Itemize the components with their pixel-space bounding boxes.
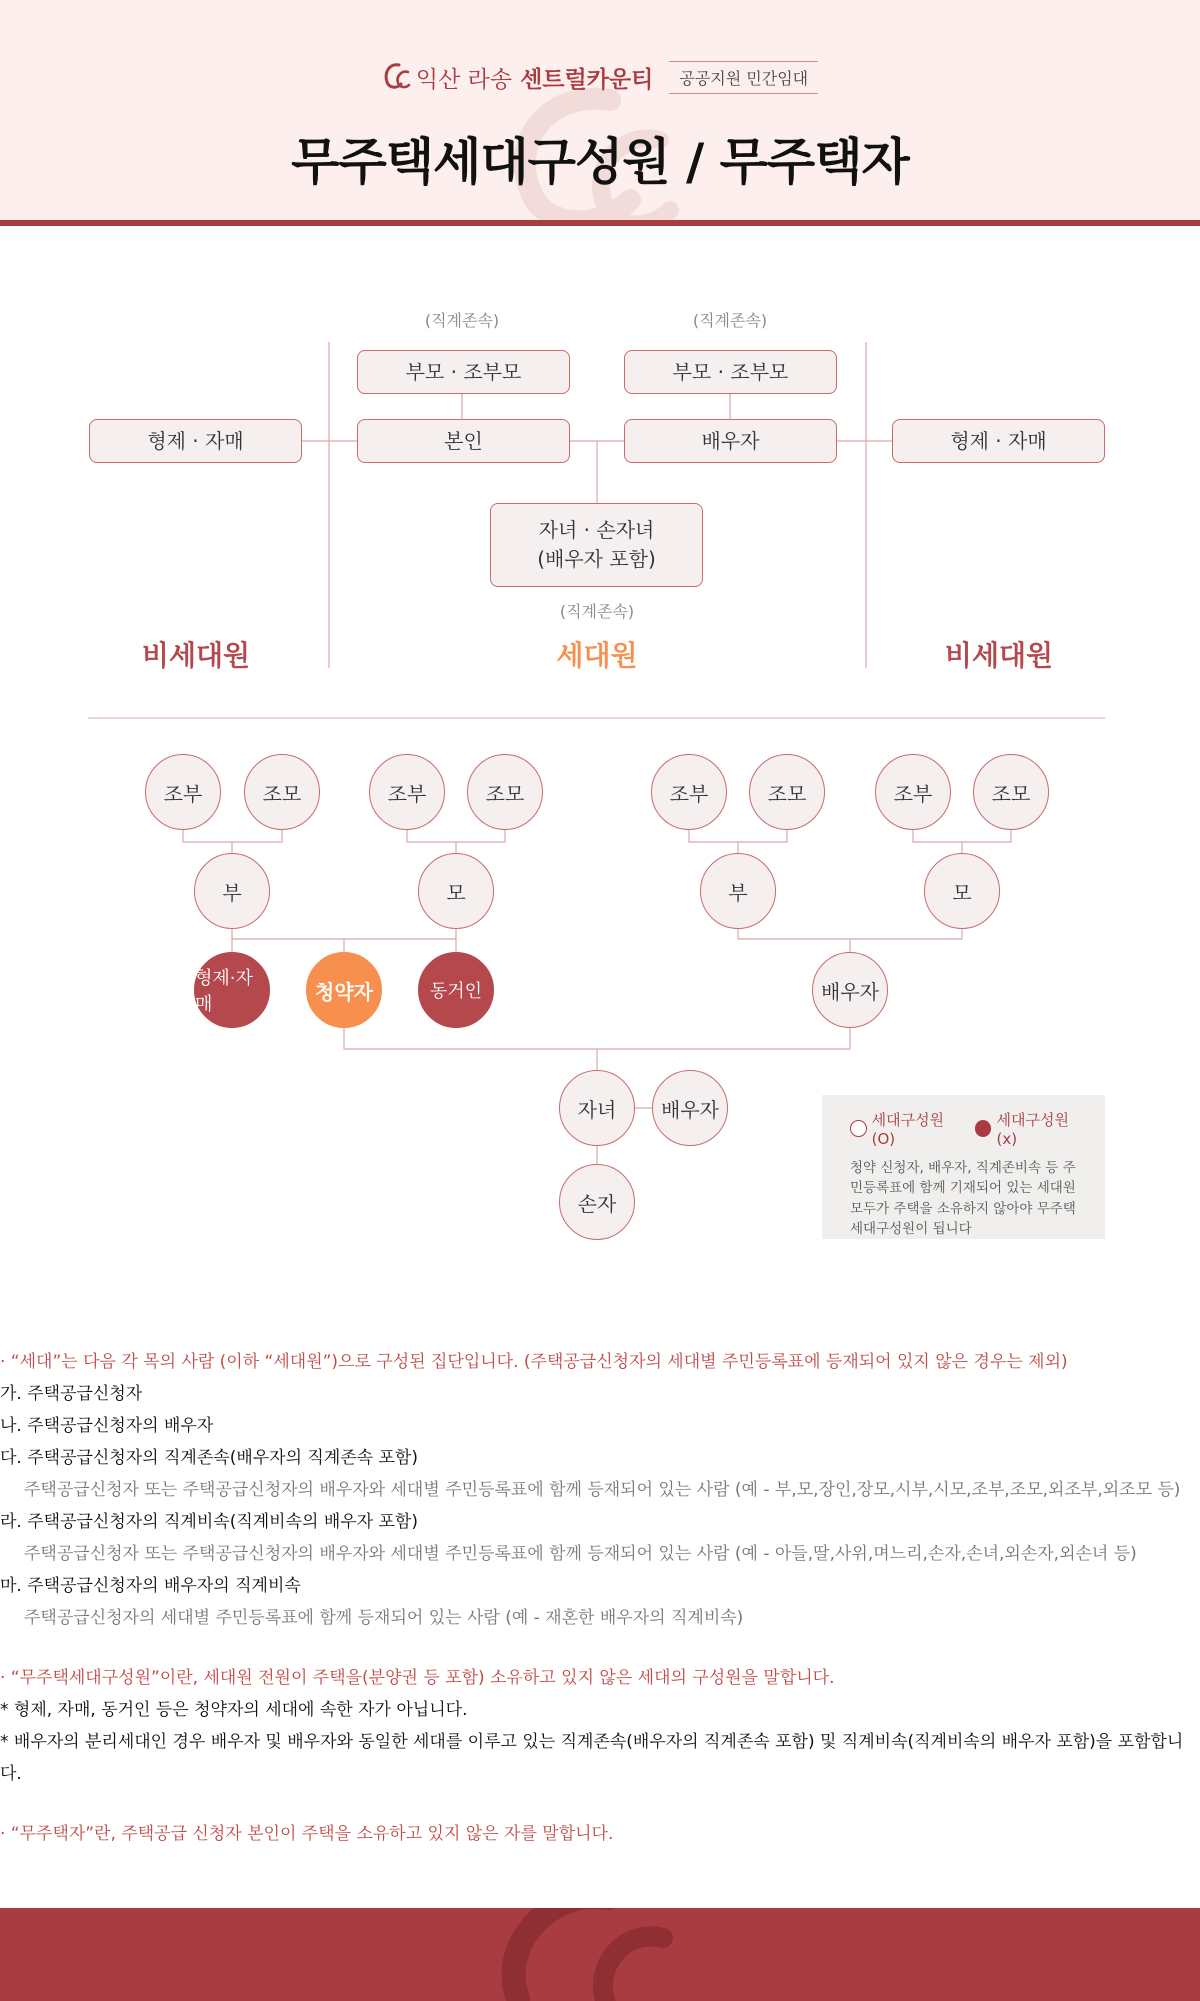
node-father: 부	[700, 853, 776, 929]
node-father: 부	[194, 853, 270, 929]
node-grandmother: 조모	[467, 754, 543, 830]
legend-member-no: 세대구성원(x)	[996, 1111, 1069, 1148]
box-spouse: 배우자	[624, 419, 837, 463]
list-item: 마. 주택공급신청자의 배우자의 직계비속	[0, 1576, 301, 1596]
group-label-member: 세대원	[556, 639, 638, 672]
group-label-non-member-left: 비세대원	[141, 639, 251, 672]
box-parents-left: 부모 · 조부모	[357, 350, 570, 394]
page-footer	[0, 1908, 1200, 2001]
household-definition: · “세대”는 다음 각 목의 사람 (이하 “세대원”)으로 구성된 집단입니다. (주택공급신청자의 세대별 주민등록표에 등재되어 있지 않은 경우는 제외)	[0, 1352, 1068, 1372]
node-child-spouse: 배우자	[652, 1070, 728, 1146]
legend-note: 청약 신청자, 배우자, 직계존비속 등 주민등록표에 함께 기재되어 있는 세대원 모두가 주택을 소유하지 않아야 무주택세대구성원이 됩니다	[850, 1160, 1076, 1237]
footer-logo-icon	[488, 1908, 708, 2001]
page-title: 무주택세대구성원 / 무주택자	[291, 133, 909, 191]
node-grandfather: 조부	[651, 754, 727, 830]
list-item-detail: 주택공급신청자 또는 주택공급신청자의 배우자와 세대별 주민등록표에 함께 등재되어 있는 사람 (예 - 부,모,장인,장모,시부,시모,조부,조모,외조부,외조모 등)	[24, 1480, 1181, 1500]
node-mother: 모	[924, 853, 1000, 929]
node-grandmother: 조모	[749, 754, 825, 830]
node-mother: 모	[418, 853, 494, 929]
legend-box	[822, 1095, 1105, 1239]
circle-filled-icon	[975, 1120, 992, 1137]
node-grandmother: 조모	[244, 754, 320, 830]
box-parents-right: 부모 · 조부모	[624, 350, 837, 394]
children-line2: (배우자 포함)	[537, 547, 656, 571]
homeless-household-definition: · “무주택세대구성원”이란, 세대원 전원이 주택을(분양권 등 포함) 소유하고 있지 않은 세대의 구성원을 말합니다.	[0, 1668, 835, 1688]
node-grandmother: 조모	[973, 754, 1049, 830]
node-siblings: 형제·자매	[194, 952, 270, 1028]
list-item-detail: 주택공급신청자 또는 주택공급신청자의 배우자와 세대별 주민등록표에 함께 등재되어 있는 사람 (예 - 아들,딸,사위,며느리,손자,손녀,외손자,외손녀 등)	[24, 1544, 1137, 1564]
box-siblings-right: 형제 · 자매	[892, 419, 1105, 463]
node-grandfather: 조부	[369, 754, 445, 830]
legend-row	[850, 1109, 1087, 1148]
group-label-non-member-right: 비세대원	[944, 639, 1054, 672]
relation-label: (직계존속)	[692, 311, 768, 330]
node-cohabitant: 동거인	[418, 952, 494, 1028]
list-item: 다. 주택공급신청자의 직계존속(배우자의 직계존속 포함)	[0, 1448, 418, 1468]
box-self: 본인	[357, 419, 570, 463]
list-item: 나. 주택공급신청자의 배우자	[0, 1416, 214, 1436]
notes-section	[0, 1346, 1200, 1850]
homeless-person-definition: · “무주택자”란, 주택공급 신청자 본인이 주택을 소유하고 있지 않은 자를 말합니다.	[0, 1824, 614, 1844]
list-item: 가. 주택공급신청자	[0, 1384, 143, 1404]
brand-name: 익산 라송	[415, 66, 513, 93]
list-item-detail: 주택공급신청자의 세대별 주민등록표에 함께 등재되어 있는 사람 (예 - 재혼한 배우자의 직계비속)	[24, 1608, 744, 1628]
legend-member-yes: 세대구성원(O)	[871, 1111, 945, 1148]
footnote: * 형제, 자매, 동거인 등은 청약자의 세대에 속한 자가 아닙니다.	[0, 1700, 468, 1720]
box-children	[490, 503, 703, 587]
node-spouse: 배우자	[812, 952, 888, 1028]
box-siblings-left: 형제 · 자매	[89, 419, 302, 463]
node-applicant: 청약자	[306, 952, 382, 1028]
node-grandchild: 손자	[559, 1164, 635, 1240]
node-child: 자녀	[559, 1070, 635, 1146]
brand-tag: 공공지원 민간임대	[669, 61, 818, 94]
relation-label: (직계존속)	[559, 602, 635, 621]
node-grandfather: 조부	[145, 754, 221, 830]
circle-outline-icon	[850, 1120, 867, 1137]
children-line1: 자녀 · 손자녀	[538, 518, 655, 542]
node-grandfather: 조부	[875, 754, 951, 830]
relation-label: (직계존속)	[424, 311, 500, 330]
footnote: * 배우자의 분리세대인 경우 배우자 및 배우자와 동일한 세대를 이루고 있는 직계존속(배우자의 직계존속 포함) 및 직계비속(직계비속의 배우자 포함)을 포함합니다.	[0, 1732, 1184, 1784]
list-item: 라. 주택공급신청자의 직계비속(직계비속의 배우자 포함)	[0, 1512, 418, 1532]
brand-name-strong: 센트럴카운티	[520, 66, 654, 93]
